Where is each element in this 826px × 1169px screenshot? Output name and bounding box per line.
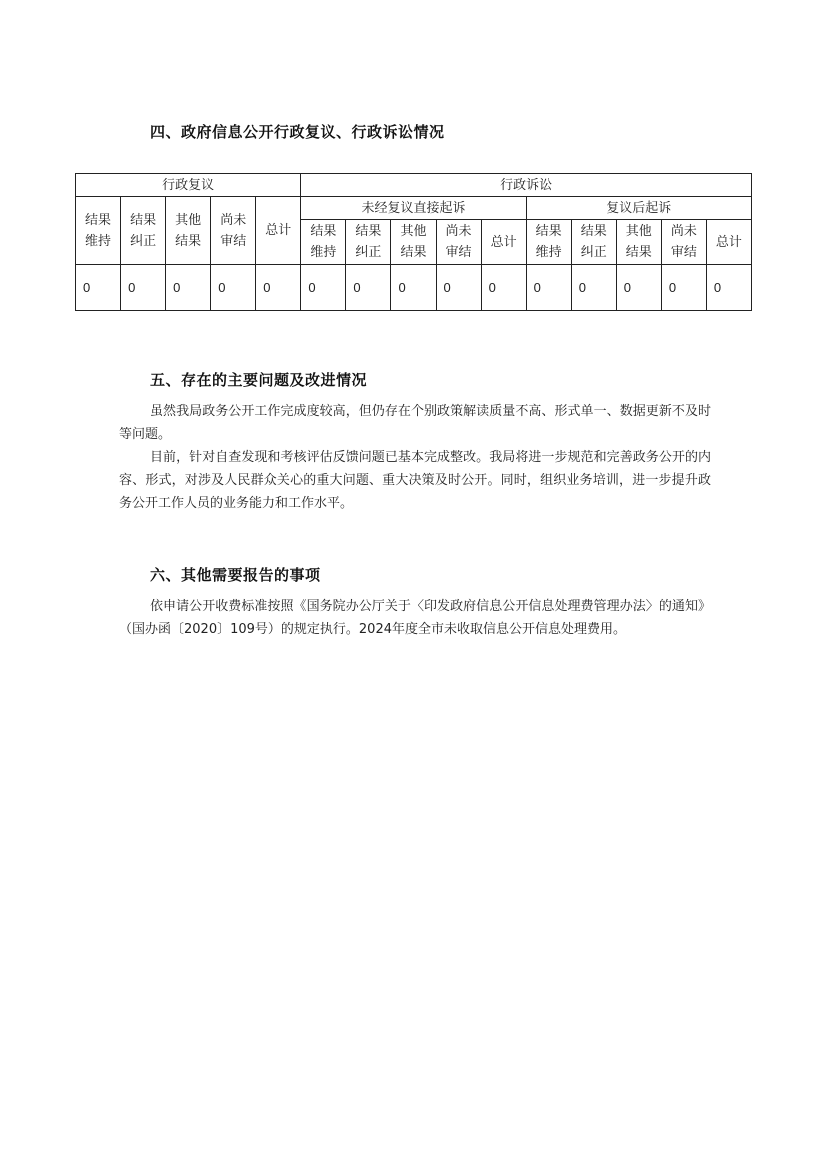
paragraph: 依申请公开收费标准按照《国务院办公厅关于〈印发政府信息公开信息处理费管理办法〉的通知》（国办函〔2020〕109号）的规定执行。2024年度全市未收取信息公开信息处理费用。 (119, 599, 711, 637)
header-litigation: 行政诉讼 (301, 174, 752, 197)
table-cell: 0 (661, 265, 706, 311)
header-after-reconsideration: 复议后起诉 (526, 197, 751, 220)
table-cell: 0 (391, 265, 436, 311)
header-direct-suit: 未经复议直接起诉 (301, 197, 526, 220)
col-header-ar-pending: 尚未 审结 (661, 220, 706, 265)
col-header-rc-corrected: 结果 纠正 (121, 197, 166, 265)
table-cell: 0 (301, 265, 346, 311)
col-header-ds-upheld: 结果 维持 (301, 220, 346, 265)
col-header-ar-total: 总计 (706, 220, 751, 265)
col-header-ds-pending: 尚未 审结 (436, 220, 481, 265)
table-cell: 0 (256, 265, 301, 311)
table-cell: 0 (121, 265, 166, 311)
col-header-rc-pending: 尚未 审结 (211, 197, 256, 265)
section-4-heading: 四、政府信息公开行政复议、行政诉讼情况 (150, 123, 445, 141)
table-cell: 0 (166, 265, 211, 311)
table-cell: 0 (436, 265, 481, 311)
section-6-heading: 六、其他需要报告的事项 (150, 566, 321, 584)
col-header-rc-upheld: 结果 维持 (76, 197, 121, 265)
col-header-ar-upheld: 结果 维持 (526, 220, 571, 265)
table-cell: 0 (526, 265, 571, 311)
table-cell: 0 (481, 265, 526, 311)
header-reconsideration: 行政复议 (76, 174, 301, 197)
section-6-body (119, 595, 711, 641)
col-header-ar-other: 其他 结果 (616, 220, 661, 265)
section-5-body (119, 400, 711, 515)
table-cell: 0 (76, 265, 121, 311)
paragraph: 虽然我局政务公开工作完成度较高，但仍存在个别政策解读质量不高、形式单一、数据更新不及时等问题。 (119, 404, 711, 442)
paragraph: 目前，针对自查发现和考核评估反馈问题已基本完成整改。我局将进一步规范和完善政务公开的内容、形式，对涉及人民群众关心的重大问题、重大决策及时公开。同时，组织业务培训，进一步提升政务公开工作人员的业务能力和工作水平。 (119, 450, 711, 511)
table-cell: 0 (346, 265, 391, 311)
table-cell: 0 (211, 265, 256, 311)
col-header-rc-other: 其他 结果 (166, 197, 211, 265)
col-header-ar-corrected: 结果 纠正 (571, 220, 616, 265)
review-litigation-table (75, 173, 752, 311)
table-cell: 0 (706, 265, 751, 311)
col-header-rc-total: 总计 (256, 197, 301, 265)
section-5-heading: 五、存在的主要问题及改进情况 (150, 371, 368, 389)
table-cell: 0 (571, 265, 616, 311)
col-header-ds-corrected: 结果 纠正 (346, 220, 391, 265)
table-cell: 0 (616, 265, 661, 311)
col-header-ds-other: 其他 结果 (391, 220, 436, 265)
col-header-ds-total: 总计 (481, 220, 526, 265)
